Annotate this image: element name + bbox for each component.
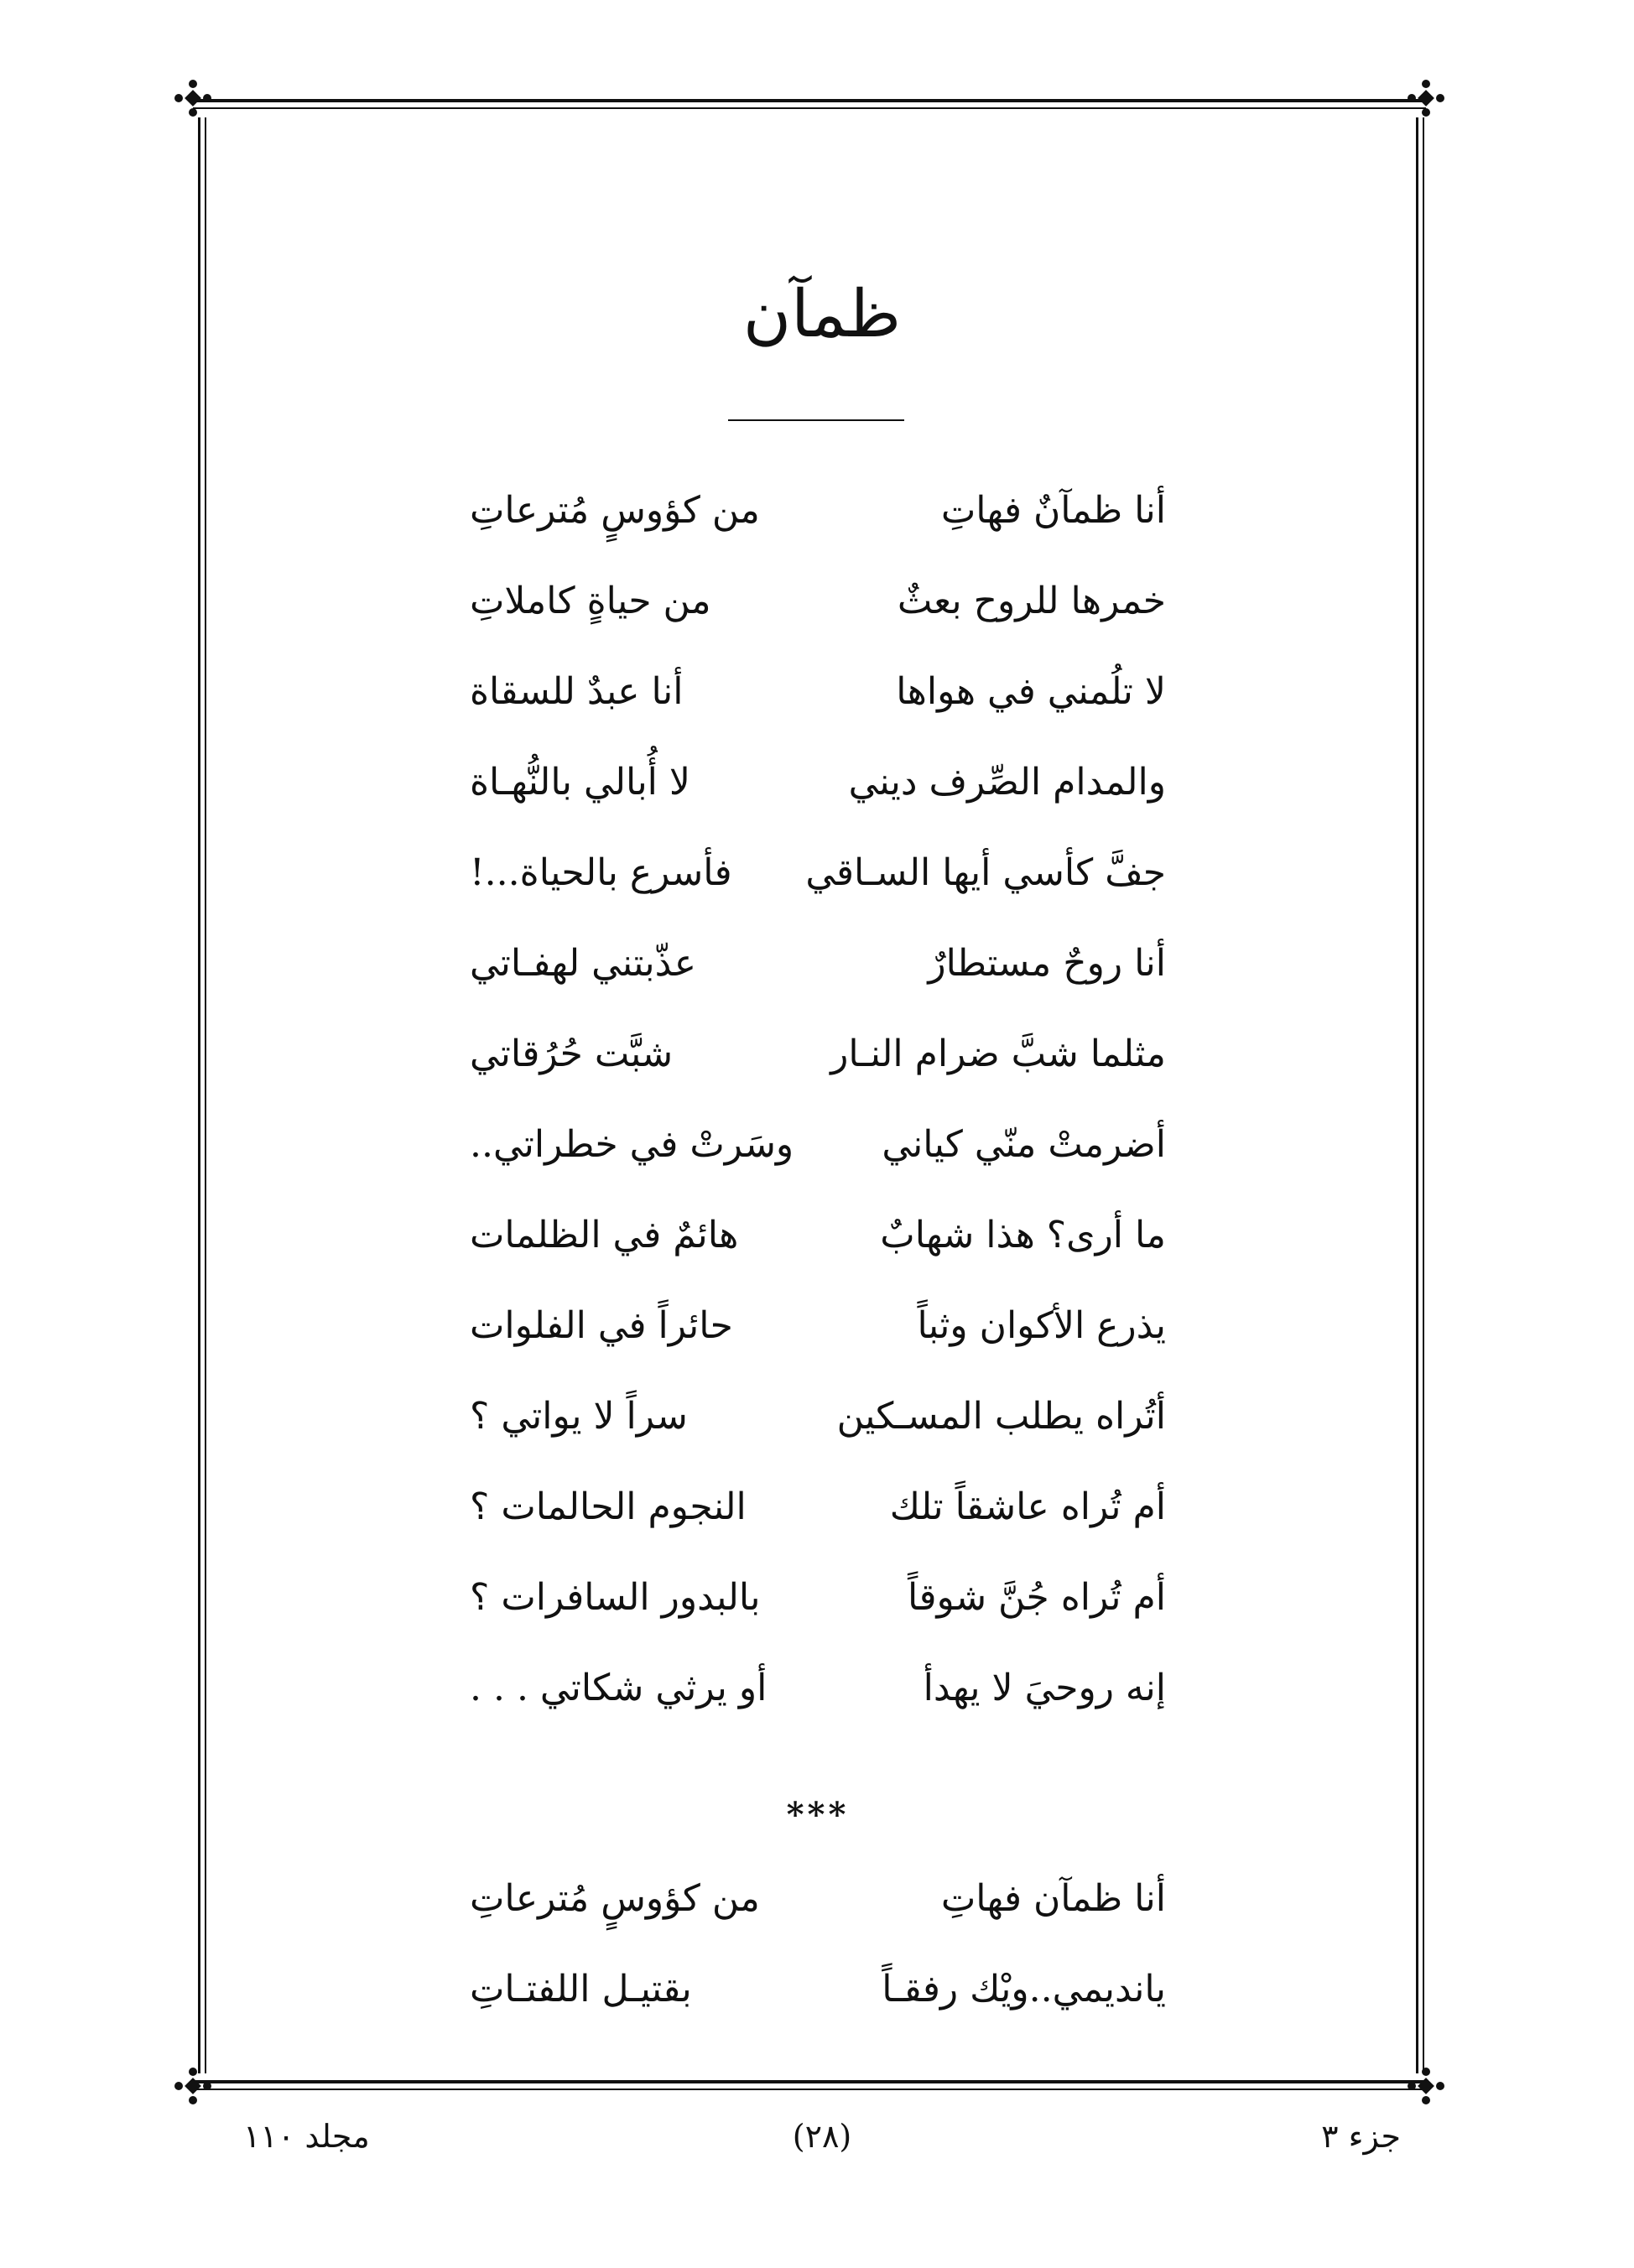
frame-left-rule [198, 117, 208, 2073]
hemistich-second: فأسرع بالحياة...! [470, 851, 732, 894]
verse-line [470, 918, 1166, 1009]
hemistich-second: سراً لا يواتي ؟ [470, 1395, 688, 1438]
title-divider [728, 419, 904, 421]
verse-line [470, 1371, 1166, 1462]
hemistich-second: من كؤوسٍ مُترعاتِ [470, 489, 760, 532]
verse-line [470, 1462, 1166, 1553]
hemistich-second: هائمٌ في الظلمات [470, 1214, 739, 1256]
hemistich-first: أم تُراه عاشقاً تلك [889, 1485, 1166, 1528]
footer-part: جزء ٣ [1321, 2118, 1401, 2155]
verse-line [470, 828, 1166, 918]
poem-stanza-1 [470, 466, 1166, 1734]
verse-line [470, 1944, 1166, 2035]
hemistich-second: شبَّت حُرُقاتي [470, 1033, 674, 1075]
corner-ornament-icon [1408, 80, 1444, 117]
page-number: (٢٨) [792, 2118, 852, 2155]
poem-stanza-2 [470, 1854, 1166, 2035]
verse-line [470, 737, 1166, 828]
hemistich-second: لا أُبالي بالنُّهـاة [470, 761, 690, 804]
hemistich-second: بقتيـل اللفتـاتِ [470, 1968, 692, 2011]
verse-line [470, 1643, 1166, 1734]
hemistich-first: مثلما شبَّ ضرام النـار [830, 1033, 1166, 1075]
hemistich-first: أنا روحٌ مستطارٌ [928, 942, 1166, 985]
hemistich-first: أنا ظمآن فهاتِ [940, 1877, 1166, 1920]
verse-line [470, 1281, 1166, 1371]
verse-line [470, 1009, 1166, 1100]
footer-volume: مجلد ١١٠ [243, 2118, 370, 2155]
verse-line [470, 1553, 1166, 1643]
hemistich-second: أو يرثي شكاتي . . . [470, 1667, 768, 1709]
hemistich-second: أنا عبدٌ للسقاة [470, 670, 684, 713]
corner-ornament-icon [1408, 2068, 1444, 2104]
poem-title: ظمآن [742, 277, 902, 352]
verse-line [470, 466, 1166, 556]
hemistich-first: ما أرى؟ هذا شهابٌ [880, 1214, 1166, 1256]
hemistich-second: بالبدور السافرات ؟ [470, 1576, 761, 1619]
hemistich-second: من حياةٍ كاملاتِ [470, 580, 711, 622]
verse-line [470, 1100, 1166, 1190]
hemistich-first: والمدام الصِّرف ديني [848, 761, 1166, 804]
hemistich-second: وسَرتْ في خطراتي.. [470, 1123, 794, 1166]
hemistich-first: خمرها للروح بعثٌ [897, 580, 1166, 622]
hemistich-first: أنا ظمآنٌ فهاتِ [940, 489, 1166, 532]
hemistich-first: أم تُراه جُنَّ شوقاً [908, 1576, 1166, 1619]
corner-ornament-icon [174, 80, 211, 117]
hemistich-first: لا تلُمني في هواها [896, 670, 1166, 713]
hemistich-second: من كؤوسٍ مُترعاتِ [470, 1877, 760, 1920]
frame-top-rule [193, 99, 1426, 111]
verse-line [470, 647, 1166, 737]
hemistich-second: حائراً في الفلوات [470, 1304, 733, 1347]
hemistich-first: أضرمتْ منّي كياني [882, 1123, 1166, 1166]
hemistich-first: أتُراه يطلب المسـكين [836, 1395, 1166, 1438]
hemistich-first: جفَّ كأسي أيها السـاقي [805, 851, 1166, 894]
verse-line [470, 1854, 1166, 1944]
verse-line [470, 1190, 1166, 1281]
verse-line [470, 556, 1166, 647]
page-footer [243, 2118, 1401, 2168]
corner-ornament-icon [174, 2068, 211, 2104]
frame-right-rule [1416, 117, 1426, 2073]
frame-bottom-rule [193, 2080, 1426, 2092]
hemistich-first: يذرع الأكوان وثباً [917, 1304, 1166, 1347]
hemistich-second: عذّبتني لهفـاتي [470, 942, 696, 985]
stanza-separator: *** [786, 1795, 850, 1834]
hemistich-first: يانديمي..ويْك رفقـاً [882, 1968, 1166, 2011]
hemistich-first: إنه روحيَ لا يهدأ [923, 1667, 1166, 1709]
hemistich-second: النجوم الحالمات ؟ [470, 1485, 747, 1528]
